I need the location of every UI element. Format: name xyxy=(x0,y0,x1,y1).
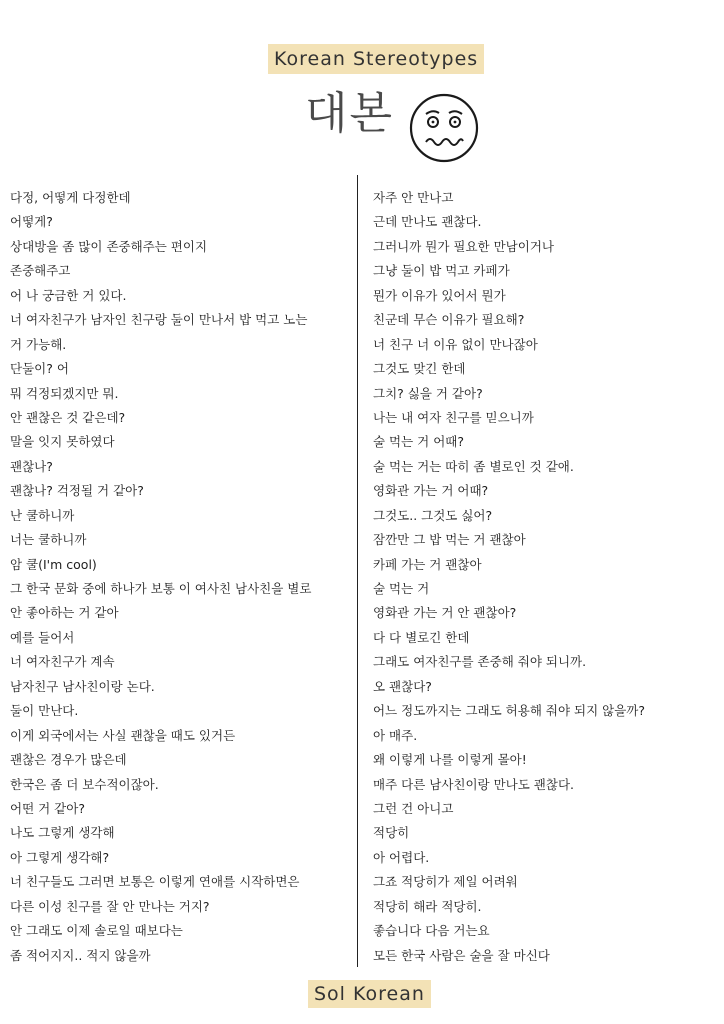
dialogue-line: 어 나 궁금한 거 있다. xyxy=(10,287,127,303)
dialogue-line: 술 먹는 거는 따히 좀 별로인 것 같애. xyxy=(373,458,574,474)
dialogue-line: 뭔가 이유가 있어서 뭔가 xyxy=(373,287,506,303)
dialogue-line: 어느 정도까지는 그래도 허용해 줘야 되지 않을까? xyxy=(373,703,645,719)
dialogue-line: 아 매주. xyxy=(373,727,418,743)
topic-banner: Korean Stereotypes xyxy=(268,44,484,74)
dialogue-line: 친군데 무슨 이유가 필요해? xyxy=(373,312,525,328)
dialogue-line: 이게 외국에서는 사실 괜찮을 때도 있거든 xyxy=(10,727,236,743)
dialogue-line: 다정, 어떻게 다정한데 xyxy=(10,190,131,205)
dialogue-line: 그 한국 문화 중에 하나가 보통 이 여사친 남사친을 별로 xyxy=(10,581,312,596)
dialogue-line: 너 여자친구가 남자인 친구랑 둘이 만나서 밥 먹고 노는 xyxy=(10,312,308,328)
dialogue-line: 난 쿨하니까 xyxy=(10,507,75,523)
dialogue-line: 카페 가는 거 괜찮아 xyxy=(373,556,482,572)
dialogue-line: 한국은 좀 더 보수적이잖아. xyxy=(10,776,159,792)
dialogue-line: 적당히 xyxy=(373,825,410,841)
dialogue-line: 적당히 해라 적당히. xyxy=(373,898,482,914)
dialogue-line: 술 먹는 거 어때? xyxy=(373,434,465,450)
right-column xyxy=(373,186,713,968)
dialogue-line: 그런 건 아니고 xyxy=(373,800,454,816)
column-divider xyxy=(357,175,358,967)
dialogue-line: 아 어렵다. xyxy=(373,849,430,865)
dialogue-line: 안 좋아하는 거 같아 xyxy=(10,605,119,621)
dialogue-line: 아 그렇게 생각해? xyxy=(10,849,110,865)
dialogue-line: 안 괜찮은 것 같은데? xyxy=(10,409,126,425)
dialogue-line: 모든 한국 사람은 술을 잘 마신다 xyxy=(373,947,550,963)
dialogue-line: 오 괜찮다? xyxy=(373,678,432,694)
dialogue-line: 괜찮나? 걱정될 거 같아? xyxy=(10,483,144,499)
dialogue-line: 너는 쿨하니까 xyxy=(10,532,87,548)
dialogue-line: 상대방을 좀 많이 존중해주는 편이지 xyxy=(10,238,208,254)
dialogue-line: 안 그래도 이제 솔로일 때보다는 xyxy=(10,923,183,939)
dialogue-line: 그것도 맞긴 한데 xyxy=(373,361,466,377)
dialogue-line: 어떤 거 같아? xyxy=(10,800,85,816)
dialogue-line: 괜찮나? xyxy=(10,458,53,474)
dialogue-line: 너 친구 너 이유 없이 만나잖아 xyxy=(373,336,538,352)
dialogue-line: 좋습니다 다음 거는요 xyxy=(373,923,490,939)
left-column xyxy=(10,186,350,968)
dialogue-line: 잠깐만 그 밥 먹는 거 괜찮아 xyxy=(373,532,526,548)
dialogue-line: 왜 이렇게 나를 이렇게 몰아! xyxy=(373,752,527,768)
dialogue-line: 둘이 만난다. xyxy=(10,703,79,719)
dialogue-line: 그치? 싫을 거 같아? xyxy=(373,385,483,401)
brand-banner: Sol Korean xyxy=(308,980,431,1008)
dialogue-line: 거 가능해. xyxy=(10,336,67,352)
dialogue-line: 암 쿨(I'm cool) xyxy=(10,556,97,572)
page-title: 대본 xyxy=(305,88,395,139)
dialogue-line: 남자친구 남사친이랑 논다. xyxy=(10,678,155,694)
dialogue-line: 술 먹는 거 xyxy=(373,581,430,596)
dialogue-line: 영화관 가는 거 안 괜찮아? xyxy=(373,605,517,621)
dialogue-line: 다 다 별로긴 한데 xyxy=(373,629,470,645)
dialogue-line: 존중해주고 xyxy=(10,263,71,279)
dialogue-line: 다른 이성 친구를 잘 안 만나는 거지? xyxy=(10,898,210,914)
dialogue-line: 매주 다른 남사친이랑 만나도 괜찮다. xyxy=(373,776,574,792)
dialogue-line: 말을 잇지 못하였다 xyxy=(10,434,115,450)
dialogue-line: 자주 안 만나고 xyxy=(373,190,454,205)
worried-face-icon xyxy=(408,92,480,164)
dialogue-line: 뭐 걱정되겠지만 뭐. xyxy=(10,385,119,401)
dialogue-line: 그죠 적당히가 제일 어려워 xyxy=(373,874,518,890)
dialogue-line: 영화관 가는 거 어때? xyxy=(373,483,489,499)
dialogue-line: 그냥 둘이 밥 먹고 카페가 xyxy=(373,263,510,279)
dialogue-line: 어떻게? xyxy=(10,214,53,230)
dialogue-line: 그래도 여자친구를 존중해 줘야 되니까. xyxy=(373,654,587,670)
dialogue-line: 근데 만나도 괜찮다. xyxy=(373,214,482,230)
dialogue-line: 나도 그렇게 생각해 xyxy=(10,825,115,841)
dialogue-line: 나는 내 여자 친구를 믿으니까 xyxy=(373,409,534,425)
dialogue-line: 예를 들어서 xyxy=(10,629,75,645)
dialogue-line: 단둘이? 어 xyxy=(10,361,69,377)
dialogue-line: 그러니까 뭔가 필요한 만남이거나 xyxy=(373,238,554,254)
dialogue-line: 너 여자친구가 계속 xyxy=(10,654,115,670)
dialogue-line: 좀 적어지지.. 적지 않을까 xyxy=(10,947,151,963)
dialogue-line: 괜찮은 경우가 많은데 xyxy=(10,752,127,768)
dialogue-line: 너 친구들도 그러면 보통은 이렇게 연애를 시작하면은 xyxy=(10,874,300,890)
dialogue-line: 그것도.. 그것도 싫어? xyxy=(373,507,493,523)
